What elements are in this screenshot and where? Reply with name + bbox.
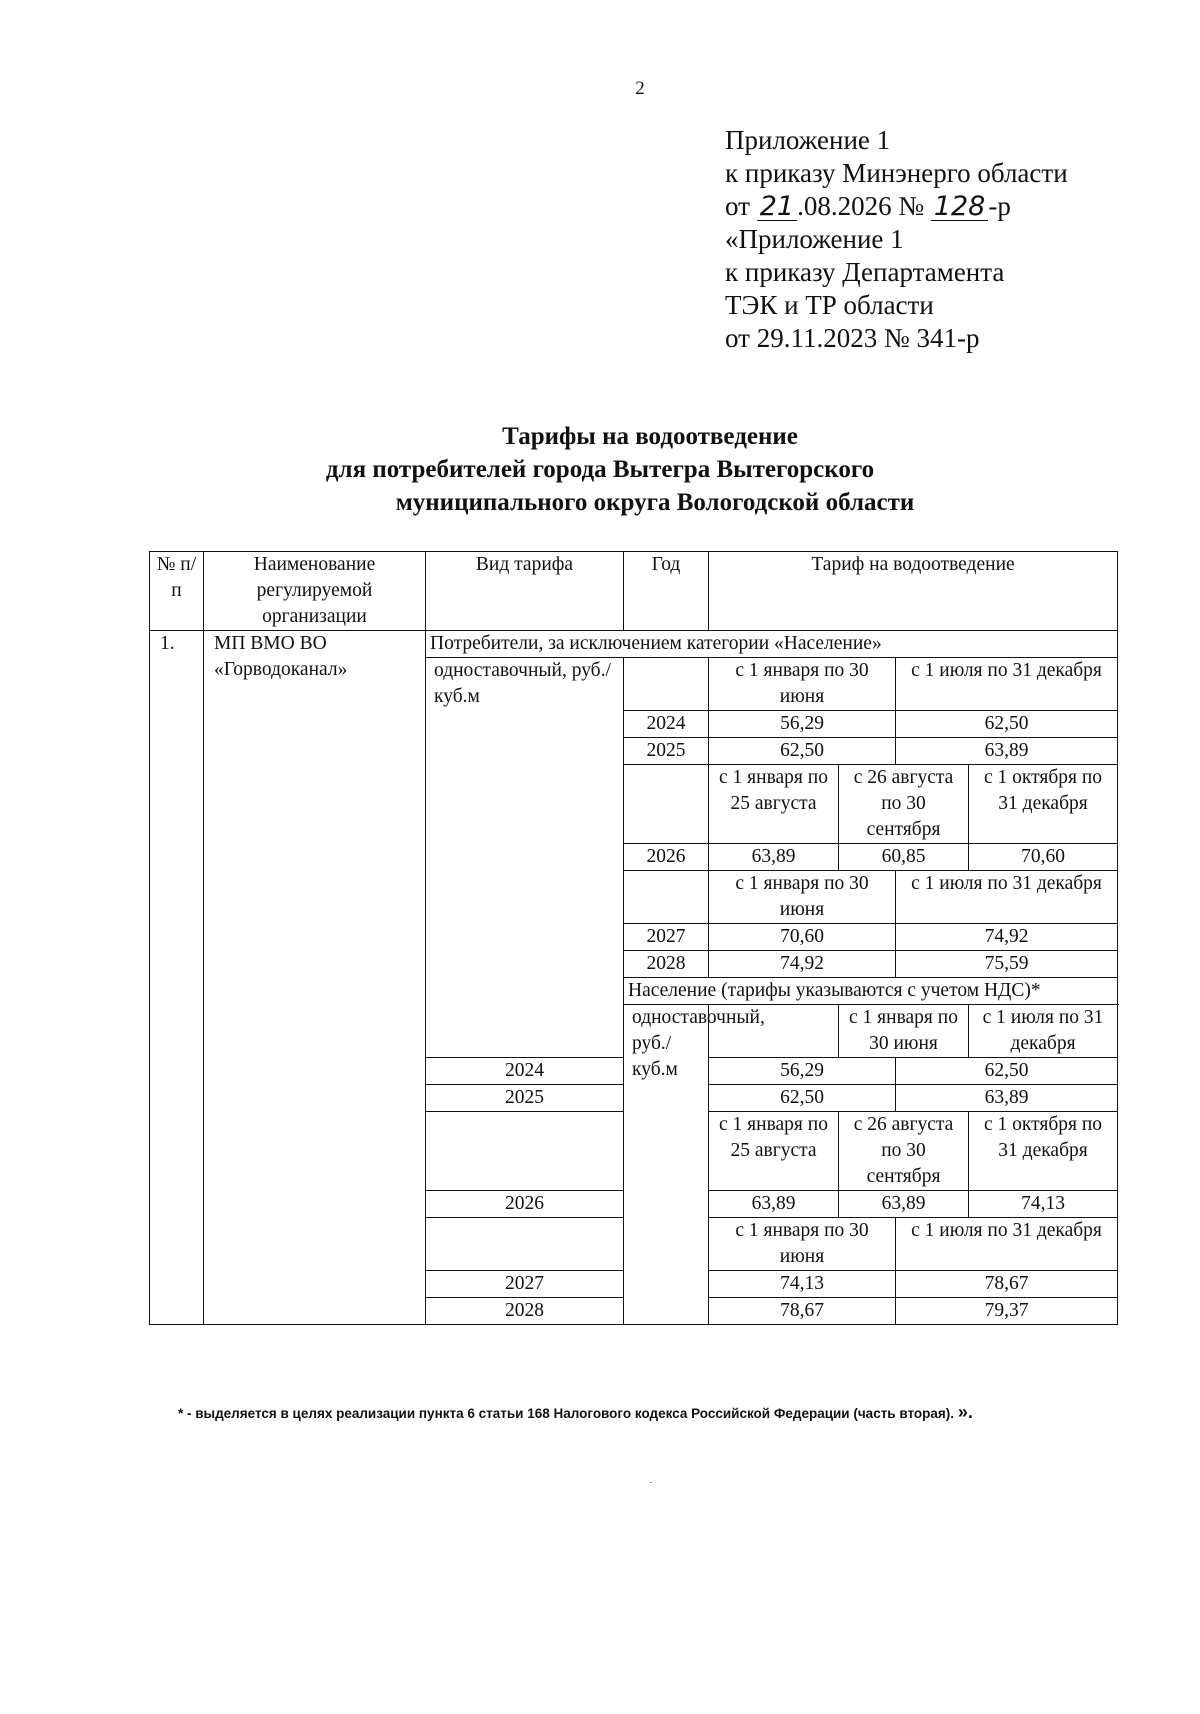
- year-cell: 2026: [624, 844, 709, 871]
- header-year: Год: [624, 552, 709, 631]
- tariff-type: одноставочный, руб./куб.м: [624, 1005, 709, 1325]
- footnote-closing-quote: ».: [957, 1402, 973, 1422]
- year-cell: 2027: [624, 924, 709, 951]
- year-cell: 2027: [426, 1271, 624, 1298]
- year-cell: 2028: [624, 951, 709, 978]
- header-org: Наименование регулируемой организации: [204, 552, 426, 631]
- section-title: Потребители, за исключением категории «Население»: [426, 631, 1118, 658]
- tariff-value: 74,13: [709, 1271, 896, 1298]
- period-header: с 1 июля по 31 декабря: [896, 871, 1118, 924]
- year-cell: 2024: [426, 1058, 624, 1085]
- appendix-line-2: к приказу Минэнерго области: [725, 158, 1068, 188]
- header-tariff: Тариф на водоотведение: [709, 552, 1118, 631]
- appendix-line-3: [725, 190, 1068, 223]
- appendix-date-suffix: -р: [988, 191, 1011, 221]
- tariff-value: 74,92: [709, 951, 896, 978]
- tariff-value: 62,50: [896, 711, 1118, 738]
- org-name: МП ВМО ВО «Горводоканал»: [204, 631, 426, 1325]
- period-header: с 1 октября по 31 декабря: [969, 765, 1118, 844]
- tariff-value: 60,85: [839, 844, 969, 871]
- page-number: 2: [635, 78, 645, 99]
- period-header: с 26 августа по 30 сентября: [839, 765, 969, 844]
- appendix-block: [725, 124, 1068, 355]
- period-header: с 1 января по 25 августа: [709, 1112, 839, 1191]
- period-header: с 26 августа по 30 сентября: [839, 1112, 969, 1191]
- tariff-table: [149, 551, 1118, 1325]
- year-cell: 2025: [624, 738, 709, 765]
- tariff-value: 62,50: [709, 1085, 896, 1112]
- table-row: [150, 631, 1118, 658]
- period-header: с 1 января по 30 июня: [709, 1218, 896, 1271]
- tariff-value: 63,89: [709, 844, 839, 871]
- handwritten-day: 21: [757, 194, 797, 221]
- appendix-line-7: от 29.11.2023 № 341-р: [725, 323, 980, 353]
- appendix-date-mid: .08.2026 №: [797, 191, 925, 221]
- header-type: Вид тарифа: [426, 552, 624, 631]
- title-line-3: муниципального округа Вологодской области: [395, 489, 915, 516]
- title-line-2: для потребителей города Вытегра Вытегорского: [325, 456, 875, 483]
- tariff-value: 63,89: [896, 1085, 1118, 1112]
- tariff-value: 63,89: [709, 1191, 839, 1218]
- header-num: № п/п: [150, 552, 204, 631]
- tariff-value: 63,89: [839, 1191, 969, 1218]
- period-header: с 1 января по 30 июня: [709, 871, 896, 924]
- period-header: с 1 октября по 31 декабря: [969, 1112, 1118, 1191]
- period-header: с 1 июля по 31 декабря: [896, 658, 1118, 711]
- year-cell: 2025: [426, 1085, 624, 1112]
- tariff-value: 79,37: [896, 1298, 1118, 1325]
- appendix-line-6: ТЭК и ТР области: [725, 290, 934, 320]
- title-line-1: Тарифы на водоотведение: [502, 423, 798, 450]
- tariff-value: 74,13: [969, 1191, 1118, 1218]
- tariff-value: 70,60: [969, 844, 1118, 871]
- year-cell: 2026: [426, 1191, 624, 1218]
- footnote-text: * - выделяется в целях реализации пункта 6 статьи 168 Налогового кодекса Российской Федерации (часть вторая).: [178, 1406, 955, 1421]
- period-header: с 1 июля по 31 декабря: [896, 1218, 1118, 1271]
- handwritten-order-number: 128: [931, 194, 989, 221]
- footnote: [178, 1402, 973, 1423]
- year-cell: 2028: [426, 1298, 624, 1325]
- tariff-value: 56,29: [709, 1058, 896, 1085]
- appendix-date-prefix: от: [725, 191, 750, 221]
- appendix-line-1: Приложение 1: [725, 125, 891, 155]
- tariff-type: одноставочный, руб./куб.м: [426, 658, 624, 1058]
- document-title: [0, 420, 1200, 519]
- appendix-line-5: к приказу Департамента: [725, 257, 1005, 287]
- period-header: с 1 июля по 31 декабря: [969, 1005, 1118, 1058]
- tariff-value: 62,50: [709, 738, 896, 765]
- tariff-value: 78,67: [896, 1271, 1118, 1298]
- period-header: с 1 января по 25 августа: [709, 765, 839, 844]
- period-header: с 1 января по 30 июня: [839, 1005, 969, 1058]
- row-number: 1.: [150, 631, 204, 1325]
- tariff-value: 70,60: [709, 924, 896, 951]
- scan-speck: [650, 1482, 652, 1483]
- tariff-value: 74,92: [896, 924, 1118, 951]
- section-title: Население (тарифы указываются с учетом НДС)*: [624, 978, 1118, 1005]
- table-header-row: [150, 552, 1118, 631]
- tariff-value: 62,50: [896, 1058, 1118, 1085]
- appendix-line-4: «Приложение 1: [725, 224, 904, 254]
- year-cell: 2024: [624, 711, 709, 738]
- tariff-value: 75,59: [896, 951, 1118, 978]
- tariff-value: 63,89: [896, 738, 1118, 765]
- tariff-value: 78,67: [709, 1298, 896, 1325]
- tariff-value: 56,29: [709, 711, 896, 738]
- period-header: с 1 января по 30 июня: [709, 658, 896, 711]
